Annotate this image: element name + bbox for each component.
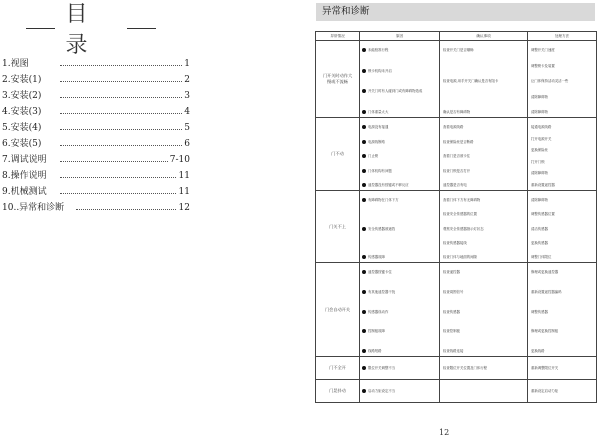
bullet-dot (362, 110, 366, 114)
cause-item (362, 124, 388, 129)
act-item (531, 136, 551, 141)
act-text: 重新设置遥控器 (531, 183, 555, 187)
check-item (443, 309, 460, 314)
check-cell (440, 191, 528, 263)
table-row (316, 191, 597, 263)
toc-title (26, 2, 156, 58)
act-item (531, 328, 558, 333)
check-item (443, 348, 463, 353)
bullet-dot (362, 125, 366, 129)
check-text: 检查开关门是否顺畅 (443, 48, 474, 52)
cause-text: 传感器误动作 (368, 309, 389, 314)
cause-item (362, 168, 392, 173)
toc-item-page: 12 (177, 200, 190, 216)
check-item (443, 254, 477, 259)
toc-item-page: 11 (177, 168, 190, 184)
check-text: 检查线路连接 (443, 349, 464, 353)
toc-leader-dots (60, 97, 182, 98)
act-text: 重新设定启动力矩 (531, 389, 559, 393)
check-text: 遥控器是否有电 (443, 183, 467, 187)
cause-text: 传感器故障 (368, 255, 385, 259)
act-item (531, 63, 555, 68)
cause-text: 门止锁 (368, 154, 379, 158)
act-text: 重新调整限位开关 (531, 366, 559, 370)
toc-item-label: 7.调试说明 (2, 152, 47, 168)
cause-text: 未能校准行程 (368, 48, 389, 52)
header-action: 处理方法 (528, 32, 597, 41)
toc-item[interactable] (2, 152, 190, 168)
act-text: 清除障碍物 (531, 94, 548, 99)
table-row (316, 380, 597, 403)
check-text: 检查遥控器 (443, 270, 460, 274)
diagnosis-title: 异常和诊断 (316, 3, 595, 21)
bullet-dot (362, 183, 366, 187)
bullet-dot (362, 69, 366, 73)
cause-item (362, 182, 409, 187)
cause-item (362, 47, 388, 52)
cause-cell (360, 41, 440, 118)
toc-leader-dots (60, 177, 182, 178)
cause-item (362, 289, 395, 294)
check-text: 检查保险丝是否断路 (443, 139, 474, 144)
act-text: 更换线路 (531, 349, 545, 353)
act-item (531, 147, 548, 152)
table-row (316, 41, 597, 118)
cause-item (362, 269, 392, 274)
cause-item (362, 139, 385, 144)
act-cell (528, 380, 597, 403)
cause-item (362, 388, 395, 393)
cause-text: 控制板故障 (368, 329, 385, 334)
toc-item[interactable] (2, 200, 190, 216)
check-item (443, 365, 487, 370)
toc-item-page: 11 (177, 184, 190, 200)
page-number: 12 (439, 428, 450, 437)
cause-item (362, 153, 378, 158)
check-cell (440, 380, 528, 403)
toc-item-label: 4.安装(3) (2, 104, 41, 120)
act-text: 让门体保持活动灵活一些 (531, 79, 569, 83)
check-item (443, 109, 470, 114)
act-text: 清洁传感器 (531, 226, 548, 231)
bullet-dot (362, 89, 366, 93)
check-text: 检查安全传感器的位置 (443, 212, 477, 217)
act-item (531, 348, 545, 353)
table-header-row (316, 32, 597, 41)
toc-item-label: 6.安装(5) (2, 136, 41, 152)
table-row (316, 357, 597, 380)
check-text: 查看门体下方有无障碍物 (443, 198, 481, 202)
check-item (443, 124, 463, 129)
check-text: 检查门体与地面的间隙 (443, 255, 477, 259)
cause-item (362, 365, 395, 370)
act-text: 清除障碍物 (531, 198, 548, 202)
act-text: 重新设置遥控器编码 (531, 289, 562, 294)
toc-item-page: 5 (182, 120, 190, 136)
cause-text: 门体重量太大 (368, 110, 389, 114)
check-text: 查看门是否被卡住 (443, 154, 471, 158)
act-item (531, 289, 562, 294)
toc-list (2, 56, 190, 216)
toc-item[interactable] (2, 168, 190, 184)
cause-text: 遥控器没有按键或不够反应 (368, 183, 409, 187)
cause-item (362, 309, 388, 314)
act-text: 打开电源开关 (531, 136, 552, 141)
act-text: 更换传感器 (531, 240, 548, 245)
act-cell (528, 263, 597, 357)
act-item (531, 254, 551, 259)
title-dash-right (127, 28, 156, 29)
cause-text: 安全传感器被遮挡 (368, 226, 396, 231)
situation-cell: 门晃抖动 (316, 380, 360, 403)
act-item (531, 211, 555, 216)
check-item (443, 269, 460, 274)
check-item (443, 168, 470, 173)
bullet-dot (362, 140, 366, 144)
check-item (443, 182, 467, 187)
header-situation: 异常情况 (316, 32, 360, 41)
cause-text: 锁卡机构未开启 (368, 68, 392, 73)
act-item (531, 240, 548, 245)
act-text: 调整门体限位 (531, 255, 552, 259)
situation-cell: 门关不上 (316, 191, 360, 263)
table-row (316, 263, 597, 357)
act-item (531, 170, 548, 175)
toc-leader-dots (60, 161, 182, 162)
act-item (531, 47, 555, 52)
check-item (443, 153, 470, 158)
bullet-dot (362, 349, 366, 353)
cause-item (362, 328, 385, 333)
act-cell (528, 118, 597, 191)
toc-item[interactable] (2, 104, 190, 120)
act-cell (528, 41, 597, 118)
title-dash-left (26, 28, 55, 29)
bullet-dot (362, 389, 366, 393)
bullet-dot (362, 48, 366, 52)
bullet-dot (362, 270, 366, 274)
cause-item (362, 109, 388, 114)
toc-item[interactable] (2, 184, 190, 200)
toc-item-label: 8.操作说明 (2, 168, 47, 184)
cause-item (362, 88, 422, 93)
cause-text: 线路短路 (368, 349, 382, 353)
check-item (443, 211, 477, 216)
act-item (531, 309, 548, 314)
header-cause: 原因 (360, 32, 440, 41)
check-text: 检查传感器 (443, 309, 460, 314)
cause-text: 遥控器按键卡住 (368, 270, 392, 274)
act-item (531, 182, 555, 187)
cause-text: 限位开关调整不当 (368, 366, 396, 370)
toc-title-text: 目录 (65, 2, 94, 58)
toc-item-page: 3 (182, 88, 190, 104)
act-item (531, 226, 548, 231)
cause-text: 开关门时有人碰到门或有障碍物造成 (368, 89, 423, 94)
toc-item-page: 6 (182, 136, 190, 152)
check-cell (440, 357, 528, 380)
toc-item[interactable] (2, 72, 190, 88)
diagnosis-table (315, 31, 597, 403)
check-text: 检查控制板 (443, 329, 460, 334)
toc-item-label: 1.视图 (2, 56, 29, 72)
act-item (531, 388, 558, 393)
check-text: 查看电源线路 (443, 125, 464, 129)
toc-item-label: 3.安装(2) (2, 88, 41, 104)
cause-item (362, 68, 392, 73)
toc-item-label: 9.机械测试 (2, 184, 47, 200)
act-text: 调整传感器 (531, 309, 548, 314)
check-cell (440, 263, 528, 357)
act-text: 打开门锁 (531, 159, 545, 164)
toc-item-label: 5.安装(4) (2, 120, 41, 136)
cause-item (362, 197, 399, 202)
cause-cell (360, 357, 440, 380)
toc-leader-dots (60, 113, 182, 114)
check-cell (440, 41, 528, 118)
toc-leader-dots (76, 209, 182, 210)
toc-item-page: 4 (182, 104, 190, 120)
act-cell (528, 357, 597, 380)
act-text: 清除障碍物 (531, 110, 548, 114)
toc-item-label: 2.安装(1) (2, 72, 41, 88)
act-item (531, 124, 551, 129)
act-text: 调整传感器位置 (531, 212, 555, 217)
act-item (531, 109, 548, 114)
check-item (443, 78, 498, 83)
act-item (531, 94, 548, 99)
act-item (531, 159, 545, 164)
cause-item (362, 254, 385, 259)
act-item (531, 365, 558, 370)
bullet-dot (362, 255, 366, 259)
check-item (443, 47, 474, 52)
check-text: 检查限位开关位置及门体行程 (443, 366, 488, 370)
toc-item[interactable] (2, 136, 190, 152)
bullet-dot (362, 198, 366, 202)
cause-text: 电源线断路 (368, 139, 385, 144)
cause-text: 电源没有接通 (368, 125, 389, 129)
act-text: 修理或更换遥控器 (531, 270, 559, 274)
bullet-dot (362, 329, 366, 333)
cause-item (362, 348, 382, 353)
toc-item[interactable] (2, 56, 190, 72)
act-text: 清除障碍物 (531, 171, 548, 176)
check-text: 检查传感器接线 (443, 240, 467, 245)
toc-leader-dots (60, 129, 182, 130)
toc-item[interactable] (2, 88, 190, 104)
situation-cell: 门不全开 (316, 357, 360, 380)
cause-cell (360, 191, 440, 263)
situation-cell: 门会自动开关 (316, 263, 360, 357)
check-text: 检查电源,用手开关门确认是否有阻卡 (443, 79, 499, 83)
cause-cell (360, 263, 440, 357)
toc-leader-dots (60, 65, 182, 66)
check-text: 检查周围信号 (443, 289, 464, 294)
check-item (443, 226, 484, 231)
toc-item-page: 2 (182, 72, 190, 88)
act-text: 更换保险丝 (531, 148, 548, 153)
check-text: 确认是否有障碍物 (443, 110, 471, 114)
bullet-dot (362, 169, 366, 173)
check-item (443, 289, 463, 294)
bullet-dot (362, 366, 366, 370)
situation-cell: 门开关时动作大 慢或不流畅 (316, 41, 360, 118)
toc-item-page: 7-10 (168, 152, 190, 168)
act-item (531, 269, 558, 274)
bullet-dot (362, 310, 366, 314)
cause-text: 启动力矩设定不当 (368, 389, 396, 393)
cause-text: 门体机构有问题 (368, 168, 392, 173)
toc-leader-dots (60, 145, 182, 146)
cause-text: 有障碍物在门体下方 (368, 198, 399, 202)
check-text: 观察安全传感器指示灯状态 (443, 226, 484, 231)
act-cell (528, 191, 597, 263)
toc-leader-dots (60, 193, 182, 194)
check-item (443, 240, 467, 245)
act-text: 调整锁卡及装置 (531, 63, 555, 68)
cause-cell (360, 118, 440, 191)
act-text: 调整开关门速度 (531, 48, 555, 52)
act-item (531, 78, 568, 83)
bullet-dot (362, 290, 366, 294)
table-row (316, 118, 597, 191)
act-text: 修理或更换控制板 (531, 329, 559, 334)
bullet-dot (362, 154, 366, 158)
bullet-dot (362, 227, 366, 231)
header-check: 确认事项 (440, 32, 528, 41)
act-item (531, 197, 548, 202)
check-text: 检查门锁是否打开 (443, 168, 471, 173)
check-item (443, 328, 460, 333)
check-item (443, 197, 480, 202)
check-cell (440, 118, 528, 191)
act-text: 接通电源线路 (531, 125, 552, 129)
check-item (443, 139, 474, 144)
toc-item-label: 10..异常和诊断 (2, 200, 64, 216)
cause-cell (360, 380, 440, 403)
cause-item (362, 226, 395, 231)
cause-text: 有其他遥控器干扰 (368, 289, 396, 294)
toc-item-page: 1 (182, 56, 190, 72)
toc-leader-dots (60, 81, 182, 82)
toc-item[interactable] (2, 120, 190, 136)
situation-cell: 门不动 (316, 118, 360, 191)
